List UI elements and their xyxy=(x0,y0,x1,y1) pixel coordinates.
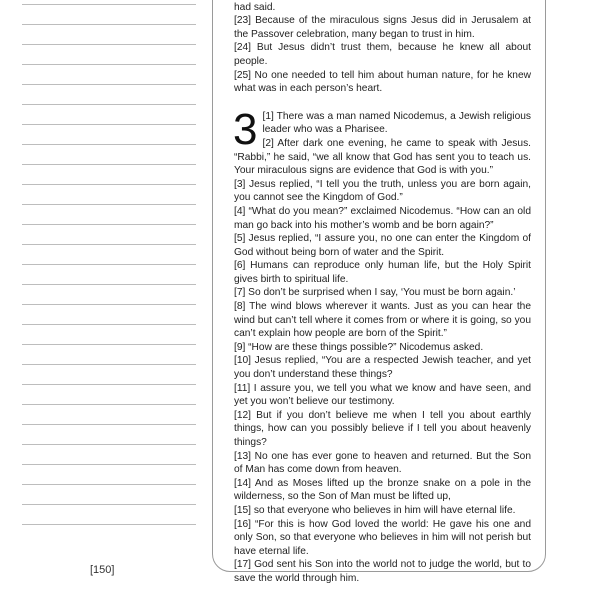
note-line xyxy=(22,384,196,385)
note-line xyxy=(22,484,196,485)
note-line xyxy=(22,4,196,5)
note-line xyxy=(22,64,196,65)
verse: [10] Jesus replied, “You are a respected Jewish teacher, and yet you don’t understand these things? xyxy=(234,355,531,381)
verse: [9] “How are these things possible?” Nicodemus asked. xyxy=(234,341,484,353)
verse: [8] The wind blows wherever it wants. Just as you can hear the wind but can’t tell where it comes from or where it is going, so you can’t explain how people are born of the Spirit.” xyxy=(234,301,531,340)
chapter-number-dropcap: 3 xyxy=(233,104,258,154)
note-line xyxy=(22,204,196,205)
scripture-text-panel xyxy=(212,0,546,584)
verse: [2] After dark one evening, he came to speak with Jesus. “Rabbi,” he said, “we all know that God has sent you to teach us. Your miraculous signs are evidence that God is with you.” xyxy=(234,137,531,177)
note-line xyxy=(22,464,196,465)
note-line xyxy=(22,404,196,405)
note-line xyxy=(22,524,196,525)
verse: [13] No one has ever gone to heaven and returned. But the Son of Man has come down from heaven. xyxy=(234,450,531,476)
note-line xyxy=(22,444,196,445)
scripture-text xyxy=(234,0,531,586)
note-line xyxy=(22,164,196,165)
verse: [23] Because of the miraculous signs Jesus did in Jerusalem at the Passover celebration, many began to trust in him. xyxy=(234,15,531,40)
note-line xyxy=(22,364,196,365)
note-line xyxy=(22,144,196,145)
verse: [25] No one needed to tell him about human nature, for he knew what was in each person’s heart. xyxy=(234,69,531,95)
note-line xyxy=(22,264,196,265)
page-number: [150] xyxy=(90,564,115,576)
verse: [12] But if you don’t believe me when I tell you about earthly things, how can you possibly believe if I tell you about heavenly things? xyxy=(234,409,531,448)
note-line xyxy=(22,424,196,425)
note-line xyxy=(22,84,196,85)
verse: [3] Jesus replied, “I tell you the truth, unless you are born again, you cannot see the Kingdom of God.” xyxy=(234,178,531,204)
verse: [6] Humans can reproduce only human life, but the Holy Spirit gives birth to spiritual life. xyxy=(234,260,531,285)
note-line xyxy=(22,284,196,285)
notes-lines-area xyxy=(22,0,196,540)
note-line xyxy=(22,24,196,25)
verse: [4] “What do you mean?” exclaimed Nicodemus. “How can an old man go back into his mother’s womb and be born again?” xyxy=(234,205,531,231)
note-line xyxy=(22,504,196,505)
verse: [7] So don’t be surprised when I say, ‘You must be born again.’ xyxy=(234,287,516,299)
note-line xyxy=(22,44,196,45)
note-line xyxy=(22,344,196,345)
note-line xyxy=(22,324,196,325)
note-line xyxy=(22,244,196,245)
verse: [17] God sent his Son into the world not to judge the world, but to save the world through him. xyxy=(234,559,531,584)
chapter-3 xyxy=(233,104,531,586)
note-line xyxy=(22,304,196,305)
verse: [15] so that everyone who believes in him will have eternal life. xyxy=(234,504,516,516)
verse: had said. xyxy=(234,1,276,13)
verse: [1] There was a man named Nicodemus, a Jewish religious leader who was a Pharisee. xyxy=(262,110,531,136)
note-line xyxy=(22,224,196,225)
note-line xyxy=(22,124,196,125)
verse: [14] And as Moses lifted up the bronze snake on a pole in the wilderness, so the Son of Man must be lifted up, xyxy=(234,477,531,503)
verse: [11] I assure you, we tell you what we know and have seen, and yet you won’t believe our testimony. xyxy=(234,382,531,408)
note-line xyxy=(22,104,196,105)
note-line xyxy=(22,184,196,185)
verse: [5] Jesus replied, “I assure you, no one can enter the Kingdom of God without being born of water and the Spirit. xyxy=(234,233,531,258)
verse: [16] “For this is how God loved the world: He gave his one and only Son, so that everyone who believes in him will not perish but have eternal life. xyxy=(234,518,531,557)
verse: [24] But Jesus didn’t trust them, because he knew all about people. xyxy=(234,42,531,67)
